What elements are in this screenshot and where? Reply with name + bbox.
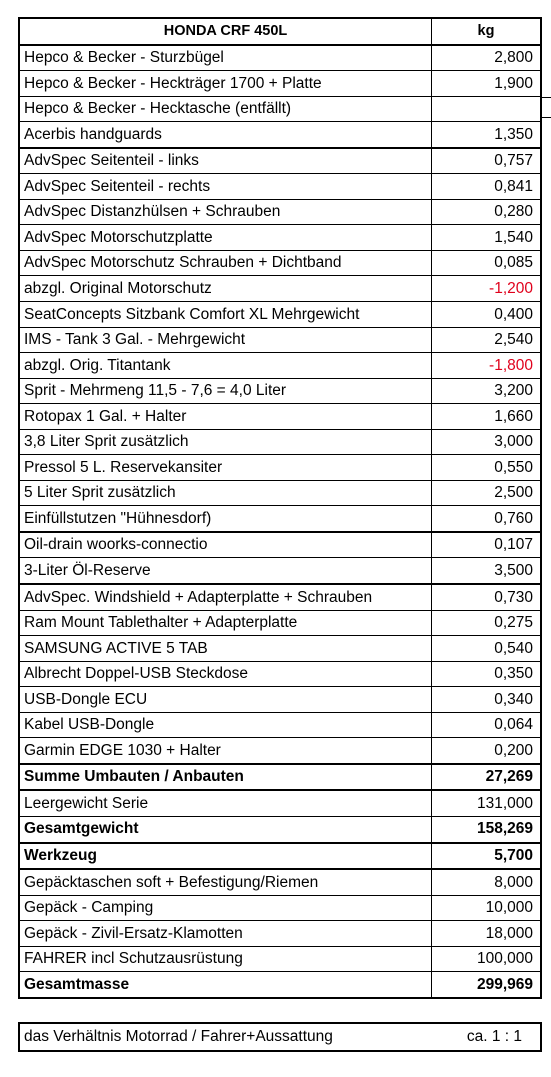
row-value: 2,500 — [432, 480, 542, 506]
row-label: 3-Liter Öl-Reserve — [19, 558, 432, 584]
table-row — [19, 480, 541, 506]
row-value: 8,000 — [432, 869, 542, 895]
row-label: AdvSpec. Windshield + Adapterplatte + Schrauben — [19, 584, 432, 610]
row-label: Acerbis handguards — [19, 122, 432, 148]
row-label: Hepco & Becker - Heckträger 1700 + Platte — [19, 71, 432, 97]
row-value: -1,800 — [432, 353, 542, 379]
row-label: USB-Dongle ECU — [19, 687, 432, 713]
row-value: 1,660 — [432, 404, 542, 430]
table-row — [19, 661, 541, 687]
row-label: abzgl. Original Motorschutz — [19, 276, 432, 302]
row-value: 18,000 — [432, 921, 542, 947]
row-label: AdvSpec Seitenteil - links — [19, 148, 432, 174]
ratio-label: das Verhältnis Motorrad / Fahrer+Aussattung — [24, 1028, 333, 1045]
table-row — [19, 921, 541, 947]
row-value: 0,841 — [432, 174, 542, 200]
row-value: 0,760 — [432, 506, 542, 532]
row-label: Summe Umbauten / Anbauten — [19, 764, 432, 791]
row-label: Werkzeug — [19, 843, 432, 870]
row-label: Gesamtgewicht — [19, 816, 432, 842]
row-value: 27,269 — [432, 764, 542, 791]
row-label: SeatConcepts Sitzbank Comfort XL Mehrgewicht — [19, 302, 432, 328]
table-row — [19, 558, 541, 584]
table-row — [19, 327, 541, 353]
row-value: 1,900 — [432, 71, 542, 97]
row-value: 0,550 — [432, 455, 542, 481]
table-row — [19, 174, 541, 200]
row-value: 0,757 — [432, 148, 542, 174]
row-label: Gesamtmasse — [19, 972, 432, 998]
row-label: Hepco & Becker - Hecktasche (entfällt) — [19, 96, 432, 122]
table-row — [19, 610, 541, 636]
row-label: AdvSpec Motorschutz Schrauben + Dichtband — [19, 250, 432, 276]
row-value: 158,269 — [432, 816, 542, 842]
table-row — [19, 764, 541, 791]
ratio-value: ca. 1 : 1 — [466, 1028, 522, 1045]
table-row — [19, 946, 541, 972]
row-label: AdvSpec Motorschutzplatte — [19, 225, 432, 251]
table-row — [19, 843, 541, 870]
header-item: HONDA CRF 450L — [19, 18, 432, 45]
table-row — [19, 45, 541, 71]
row-label: Einfüllstutzen "Hühnesdorf) — [19, 506, 432, 532]
row-value: 0,280 — [432, 199, 542, 225]
row-label: Pressol 5 L. Reservekansiter — [19, 455, 432, 481]
row-value: 3,200 — [432, 378, 542, 404]
side-tick-mark — [542, 97, 551, 98]
row-label: Hepco & Becker - Sturzbügel — [19, 45, 432, 71]
table-row — [19, 869, 541, 895]
row-value: 299,969 — [432, 972, 542, 998]
row-value: 2,800 — [432, 45, 542, 71]
row-label: Gepäcktaschen soft + Befestigung/Riemen — [19, 869, 432, 895]
row-value: 0,064 — [432, 712, 542, 738]
row-label: AdvSpec Distanzhülsen + Schrauben — [19, 199, 432, 225]
row-label: Garmin EDGE 1030 + Halter — [19, 738, 432, 764]
row-value: 0,540 — [432, 636, 542, 662]
weight-table — [18, 17, 542, 999]
row-value: 0,107 — [432, 532, 542, 558]
row-label: 3,8 Liter Sprit zusätzlich — [19, 429, 432, 455]
table-header-row — [19, 18, 541, 45]
table-row — [19, 225, 541, 251]
table-row — [19, 506, 541, 532]
row-value: 1,350 — [432, 122, 542, 148]
table-row — [19, 687, 541, 713]
row-label: Rotopax 1 Gal. + Halter — [19, 404, 432, 430]
table-row — [19, 455, 541, 481]
table-row — [19, 353, 541, 379]
row-label: 5 Liter Sprit zusätzlich — [19, 480, 432, 506]
row-value: 1,540 — [432, 225, 542, 251]
table-row — [19, 790, 541, 816]
table-row — [19, 816, 541, 842]
header-unit: kg — [432, 18, 542, 45]
table-row — [19, 378, 541, 404]
table-row — [19, 250, 541, 276]
row-value: 0,085 — [432, 250, 542, 276]
ratio-summary-box — [18, 1022, 542, 1052]
table-row — [19, 738, 541, 764]
table-row — [19, 96, 541, 122]
table-row — [19, 584, 541, 610]
row-value: -1,200 — [432, 276, 542, 302]
table-row — [19, 276, 541, 302]
table-row — [19, 199, 541, 225]
row-value: 3,000 — [432, 429, 542, 455]
row-label: Kabel USB-Dongle — [19, 712, 432, 738]
table-row — [19, 636, 541, 662]
row-label: Albrecht Doppel-USB Steckdose — [19, 661, 432, 687]
row-value: 10,000 — [432, 895, 542, 921]
row-label: FAHRER incl Schutzausrüstung — [19, 946, 432, 972]
row-label: Sprit - Mehrmeng 11,5 - 7,6 = 4,0 Liter — [19, 378, 432, 404]
row-value: 0,400 — [432, 302, 542, 328]
row-value: 5,700 — [432, 843, 542, 870]
row-value: 0,275 — [432, 610, 542, 636]
row-value — [432, 96, 542, 122]
table-row — [19, 122, 541, 148]
table-row — [19, 302, 541, 328]
table-row — [19, 972, 541, 998]
table-row — [19, 429, 541, 455]
row-label: Gepäck - Zivil-Ersatz-Klamotten — [19, 921, 432, 947]
table-row — [19, 148, 541, 174]
row-label: Leergewicht Serie — [19, 790, 432, 816]
side-tick-mark — [542, 117, 551, 118]
row-label: Gepäck - Camping — [19, 895, 432, 921]
row-label: AdvSpec Seitenteil - rechts — [19, 174, 432, 200]
row-value: 3,500 — [432, 558, 542, 584]
row-value: 0,350 — [432, 661, 542, 687]
table-row — [19, 712, 541, 738]
table-row — [19, 895, 541, 921]
row-label: Oil-drain woorks-connectio — [19, 532, 432, 558]
row-value: 2,540 — [432, 327, 542, 353]
row-value: 100,000 — [432, 946, 542, 972]
row-label: abzgl. Orig. Titantank — [19, 353, 432, 379]
table-row — [19, 404, 541, 430]
row-label: Ram Mount Tablethalter + Adapterplatte — [19, 610, 432, 636]
row-value: 0,730 — [432, 584, 542, 610]
row-label: SAMSUNG ACTIVE 5 TAB — [19, 636, 432, 662]
row-value: 0,200 — [432, 738, 542, 764]
row-label: IMS - Tank 3 Gal. - Mehrgewicht — [19, 327, 432, 353]
row-value: 131,000 — [432, 790, 542, 816]
row-value: 0,340 — [432, 687, 542, 713]
weight-table-sheet — [18, 17, 542, 999]
table-row — [19, 71, 541, 97]
table-row — [19, 532, 541, 558]
